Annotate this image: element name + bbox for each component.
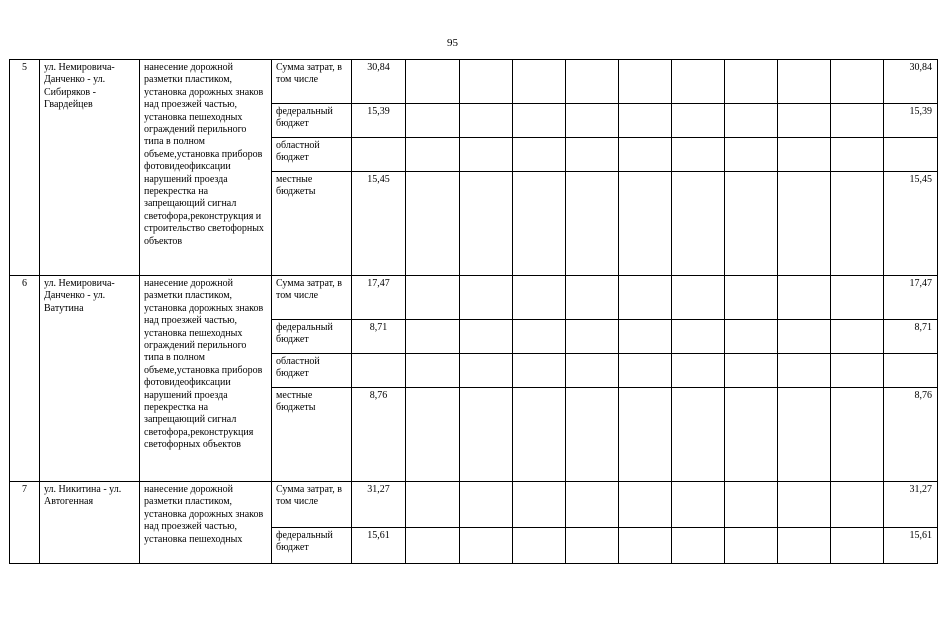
year-amount-cell xyxy=(619,104,672,138)
funding-source-label: областной бюджет xyxy=(272,138,352,172)
row-number: 7 xyxy=(10,482,40,564)
year-amount-cell xyxy=(831,354,884,388)
street-cell: ул. Немировича-Данченко - ул. Сибиряков - Гвардейцев xyxy=(40,60,140,276)
total-cell: 8,71 xyxy=(884,320,938,354)
year-amount-cell xyxy=(513,138,566,172)
year-amount-cell xyxy=(672,320,725,354)
year-amount-cell xyxy=(725,276,778,320)
year-amount-cell xyxy=(778,60,831,104)
funding-source-label: Сумма затрат, в том числе xyxy=(272,60,352,104)
year-amount-cell xyxy=(725,354,778,388)
year-amount-cell xyxy=(619,320,672,354)
year-amount-cell xyxy=(406,388,460,482)
year-amount-cell xyxy=(831,138,884,172)
year-amount-cell xyxy=(725,60,778,104)
year-amount-cell xyxy=(513,172,566,276)
year-amount-cell xyxy=(460,104,513,138)
table-row xyxy=(10,276,938,320)
year-amount-cell xyxy=(672,104,725,138)
amount-cell: 8,76 xyxy=(352,388,406,482)
amount-cell xyxy=(352,138,406,172)
year-amount-cell xyxy=(619,138,672,172)
year-amount-cell xyxy=(513,60,566,104)
work-description-cell: нанесение дорожной разметки пластиком, установка дорожных знаков над проезжей частью, установка пешеходных ограждений перильного типа в полном объеме,установка приборов фотовидеофиксации нарушений проезда перекрестка на запрещающий сигнал светофора,реконструкция и строительство светофорных объектов xyxy=(140,60,272,276)
amount-cell xyxy=(352,354,406,388)
year-amount-cell xyxy=(513,528,566,564)
budget-table xyxy=(9,59,938,564)
year-amount-cell xyxy=(406,104,460,138)
year-amount-cell xyxy=(460,172,513,276)
funding-source-label: областной бюджет xyxy=(272,354,352,388)
work-description-cell: нанесение дорожной разметки пластиком, установка дорожных знаков над проезжей частью, установка пешеходных xyxy=(140,482,272,564)
year-amount-cell xyxy=(566,172,619,276)
year-amount-cell xyxy=(778,528,831,564)
year-amount-cell xyxy=(778,320,831,354)
year-amount-cell xyxy=(619,276,672,320)
year-amount-cell xyxy=(460,276,513,320)
year-amount-cell xyxy=(619,528,672,564)
year-amount-cell xyxy=(406,482,460,528)
funding-source-label: федеральный бюджет xyxy=(272,320,352,354)
year-amount-cell xyxy=(566,60,619,104)
year-amount-cell xyxy=(831,320,884,354)
year-amount-cell xyxy=(513,276,566,320)
amount-cell: 8,71 xyxy=(352,320,406,354)
street-cell: ул. Немировича-Данченко - ул. Ватутина xyxy=(40,276,140,482)
total-cell xyxy=(884,354,938,388)
year-amount-cell xyxy=(619,172,672,276)
year-amount-cell xyxy=(406,528,460,564)
year-amount-cell xyxy=(831,172,884,276)
year-amount-cell xyxy=(725,482,778,528)
year-amount-cell xyxy=(778,172,831,276)
year-amount-cell xyxy=(406,354,460,388)
year-amount-cell xyxy=(460,354,513,388)
total-cell: 31,27 xyxy=(884,482,938,528)
total-cell: 30,84 xyxy=(884,60,938,104)
year-amount-cell xyxy=(725,172,778,276)
row-number: 5 xyxy=(10,60,40,276)
amount-cell: 31,27 xyxy=(352,482,406,528)
funding-source-label: местные бюджеты xyxy=(272,172,352,276)
year-amount-cell xyxy=(831,60,884,104)
total-cell: 8,76 xyxy=(884,388,938,482)
year-amount-cell xyxy=(460,528,513,564)
year-amount-cell xyxy=(778,138,831,172)
total-cell: 15,39 xyxy=(884,104,938,138)
year-amount-cell xyxy=(406,138,460,172)
year-amount-cell xyxy=(406,276,460,320)
year-amount-cell xyxy=(725,388,778,482)
total-cell xyxy=(884,138,938,172)
total-cell: 17,47 xyxy=(884,276,938,320)
year-amount-cell xyxy=(460,482,513,528)
year-amount-cell xyxy=(619,482,672,528)
year-amount-cell xyxy=(619,388,672,482)
year-amount-cell xyxy=(831,104,884,138)
year-amount-cell xyxy=(725,104,778,138)
amount-cell: 30,84 xyxy=(352,60,406,104)
funding-source-label: местные бюджеты xyxy=(272,388,352,482)
year-amount-cell xyxy=(460,138,513,172)
year-amount-cell xyxy=(831,388,884,482)
year-amount-cell xyxy=(672,482,725,528)
year-amount-cell xyxy=(566,482,619,528)
year-amount-cell xyxy=(406,320,460,354)
year-amount-cell xyxy=(672,528,725,564)
year-amount-cell xyxy=(778,276,831,320)
table-row xyxy=(10,482,938,528)
amount-cell: 17,47 xyxy=(352,276,406,320)
street-cell: ул. Никитина - ул. Автогенная xyxy=(40,482,140,564)
amount-cell: 15,61 xyxy=(352,528,406,564)
year-amount-cell xyxy=(778,388,831,482)
funding-source-label: Сумма затрат, в том числе xyxy=(272,276,352,320)
year-amount-cell xyxy=(406,172,460,276)
year-amount-cell xyxy=(566,388,619,482)
year-amount-cell xyxy=(778,354,831,388)
year-amount-cell xyxy=(619,60,672,104)
funding-source-label: федеральный бюджет xyxy=(272,104,352,138)
year-amount-cell xyxy=(672,172,725,276)
year-amount-cell xyxy=(513,354,566,388)
year-amount-cell xyxy=(725,320,778,354)
year-amount-cell xyxy=(725,528,778,564)
year-amount-cell xyxy=(672,60,725,104)
year-amount-cell xyxy=(566,138,619,172)
total-cell: 15,45 xyxy=(884,172,938,276)
work-description-cell: нанесение дорожной разметки пластиком, установка дорожных знаков над проезжей частью, установка пешеходных ограждений перильного типа в полном объеме,установка приборов фотовидеофиксации нарушений проезда перекрестка на запрещающий сигнал светофора,реконструкция светофорных объектов xyxy=(140,276,272,482)
year-amount-cell xyxy=(513,104,566,138)
year-amount-cell xyxy=(406,60,460,104)
year-amount-cell xyxy=(672,138,725,172)
year-amount-cell xyxy=(778,482,831,528)
year-amount-cell xyxy=(672,388,725,482)
year-amount-cell xyxy=(725,138,778,172)
funding-source-label: федеральный бюджет xyxy=(272,528,352,564)
total-cell: 15,61 xyxy=(884,528,938,564)
year-amount-cell xyxy=(566,354,619,388)
amount-cell: 15,39 xyxy=(352,104,406,138)
year-amount-cell xyxy=(460,320,513,354)
year-amount-cell xyxy=(831,276,884,320)
year-amount-cell xyxy=(672,276,725,320)
year-amount-cell xyxy=(513,482,566,528)
year-amount-cell xyxy=(566,276,619,320)
table-row xyxy=(10,60,938,104)
year-amount-cell xyxy=(566,528,619,564)
year-amount-cell xyxy=(619,354,672,388)
year-amount-cell xyxy=(831,482,884,528)
year-amount-cell xyxy=(460,388,513,482)
year-amount-cell xyxy=(831,528,884,564)
year-amount-cell xyxy=(513,320,566,354)
page-number: 95 xyxy=(447,37,458,49)
year-amount-cell xyxy=(460,60,513,104)
year-amount-cell xyxy=(566,320,619,354)
year-amount-cell xyxy=(672,354,725,388)
year-amount-cell xyxy=(566,104,619,138)
row-number: 6 xyxy=(10,276,40,482)
amount-cell: 15,45 xyxy=(352,172,406,276)
year-amount-cell xyxy=(778,104,831,138)
funding-source-label: Сумма затрат, в том числе xyxy=(272,482,352,528)
year-amount-cell xyxy=(513,388,566,482)
